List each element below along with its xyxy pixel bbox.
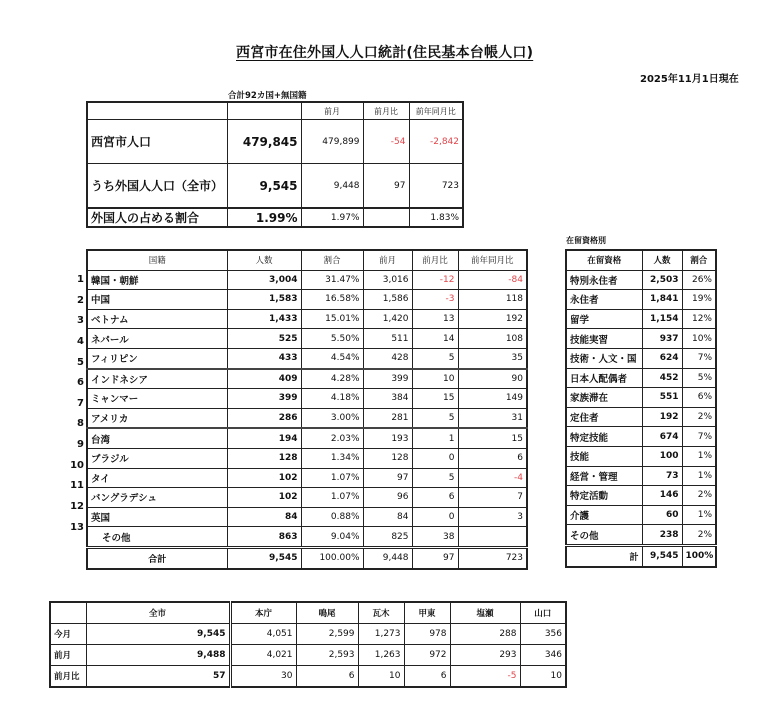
prev-month: 1,420: [363, 309, 412, 329]
district-value: 1,273: [358, 624, 404, 645]
status-row: [566, 348, 716, 368]
summary-label: うち外国人人口（全市）: [87, 164, 227, 209]
prev-month: 96: [363, 488, 412, 508]
status-count: 551: [642, 388, 682, 408]
district-value: 346: [520, 645, 566, 666]
rank-number: 13: [70, 521, 84, 533]
prev-month: 428: [363, 348, 412, 368]
summary-label: 外国人の占める割合: [87, 208, 227, 227]
col-header-mom: 前月比: [412, 250, 458, 270]
count: 3,004: [227, 270, 301, 290]
status-name: 技能: [566, 446, 642, 466]
status-count: 674: [642, 427, 682, 447]
summary-header-current: [227, 102, 301, 120]
country-name: 韓国・朝鮮: [87, 270, 227, 290]
status-name: 特定活動: [566, 486, 642, 506]
col-header-share: 割合: [301, 250, 363, 270]
district-row: [50, 624, 566, 645]
summary-label: 西宮市人口: [87, 120, 227, 164]
rank-number: 4: [77, 335, 84, 347]
status-name: 技能実習: [566, 329, 642, 349]
nationality-row: [87, 527, 527, 548]
status-name: 特定技能: [566, 427, 642, 447]
status-share: 10%: [682, 329, 716, 349]
prev-month: 128: [363, 448, 412, 468]
status-count: 73: [642, 466, 682, 486]
district-value: 30: [230, 666, 296, 688]
country-name: フィリピン: [87, 348, 227, 368]
nationality-row: [87, 468, 527, 488]
summary-mom: 97: [363, 164, 409, 209]
yoy-change: -84: [458, 270, 527, 290]
mom-change: 0: [412, 448, 458, 468]
page-title: 西宮市在住外国人人口統計(住民基本台帳人口): [236, 45, 534, 61]
mom-change: 5: [412, 408, 458, 428]
count: 433: [227, 348, 301, 368]
status-share: 19%: [682, 290, 716, 310]
country-name: その他: [87, 527, 227, 548]
total-yoy: 723: [458, 547, 527, 568]
count: 1,433: [227, 309, 301, 329]
yoy-change: -4: [458, 468, 527, 488]
yoy-change: 15: [458, 428, 527, 448]
yoy-change: 6: [458, 448, 527, 468]
residence-status-table: [565, 249, 717, 568]
status-name: その他: [566, 525, 642, 546]
mom-change: 6: [412, 488, 458, 508]
yoy-change: 35: [458, 348, 527, 368]
summary-header-label: [87, 102, 227, 120]
rank-number: 11: [70, 480, 84, 492]
summary-mom: [363, 208, 409, 227]
yoy-change: 7: [458, 488, 527, 508]
total-prev: 9,448: [363, 547, 412, 568]
col-header-nationality: 国籍: [87, 250, 227, 270]
status-name: 定住者: [566, 407, 642, 427]
nationality-row: [87, 309, 527, 329]
mom-change: -3: [412, 290, 458, 310]
district-value: 4,021: [230, 645, 296, 666]
status-share: 12%: [682, 309, 716, 329]
status-count: 60: [642, 505, 682, 525]
count: 102: [227, 468, 301, 488]
district-value: 4,051: [230, 624, 296, 645]
country-name: ブラジル: [87, 448, 227, 468]
status-name: 経営・管理: [566, 466, 642, 486]
district-header-naruo: 鳴尾: [296, 602, 358, 624]
col-header-count: 人数: [642, 250, 682, 270]
status-row: [566, 407, 716, 427]
share: 15.01%: [301, 309, 363, 329]
summary-yoy: 723: [409, 164, 463, 209]
district-value: 6: [296, 666, 358, 688]
prev-month: 399: [363, 369, 412, 389]
summary-yoy: -2,842: [409, 120, 463, 164]
nationality-row: [87, 428, 527, 448]
status-row: [566, 290, 716, 310]
district-row: [50, 645, 566, 666]
nationality-row: [87, 507, 527, 527]
prev-month: 281: [363, 408, 412, 428]
country-name: 中国: [87, 290, 227, 310]
yoy-change: 149: [458, 389, 527, 409]
rank-number: 3: [77, 315, 84, 327]
status-header-row: [566, 250, 716, 270]
country-name: 台湾: [87, 428, 227, 448]
nationality-row: [87, 329, 527, 349]
count: 399: [227, 389, 301, 409]
summary-header-mom: 前月比: [363, 102, 409, 120]
summary-prev-month: 1.97%: [301, 208, 363, 227]
rank-number: 2: [77, 294, 84, 306]
summary-current: 1.99%: [227, 208, 301, 227]
rank-number: 7: [77, 397, 84, 409]
nationality-row: [87, 270, 527, 290]
summary-prev-month: 9,448: [301, 164, 363, 209]
status-row: [566, 309, 716, 329]
yoy-change: 118: [458, 290, 527, 310]
district-value: 972: [404, 645, 450, 666]
total-count: 9,545: [227, 547, 301, 568]
status-total-label: 計: [566, 545, 642, 566]
rank-number: 8: [77, 418, 84, 430]
summary-prev-month: 479,899: [301, 120, 363, 164]
prev-month: 3,016: [363, 270, 412, 290]
country-name: タイ: [87, 468, 227, 488]
col-header-status: 在留資格: [566, 250, 642, 270]
yoy-change: 90: [458, 369, 527, 389]
status-row: [566, 505, 716, 525]
yoy-change: 31: [458, 408, 527, 428]
nationality-row: [87, 389, 527, 409]
count: 525: [227, 329, 301, 349]
country-name: アメリカ: [87, 408, 227, 428]
status-share: 1%: [682, 505, 716, 525]
status-name: 技術・人文・国: [566, 348, 642, 368]
district-header-city: 全市: [86, 602, 230, 624]
rank-number: 5: [77, 356, 84, 368]
share: 2.03%: [301, 428, 363, 448]
nationality-row: [87, 348, 527, 368]
count: 409: [227, 369, 301, 389]
district-value: 2,593: [296, 645, 358, 666]
status-share: 2%: [682, 486, 716, 506]
district-header-koto: 甲東: [404, 602, 450, 624]
status-share: 6%: [682, 388, 716, 408]
status-share: 1%: [682, 466, 716, 486]
mom-change: 14: [412, 329, 458, 349]
district-header-blank: [50, 602, 86, 624]
status-share: 5%: [682, 368, 716, 388]
country-name: 英国: [87, 507, 227, 527]
prev-month: 384: [363, 389, 412, 409]
district-value: 356: [520, 624, 566, 645]
mom-change: -12: [412, 270, 458, 290]
status-row: [566, 329, 716, 349]
share: 31.47%: [301, 270, 363, 290]
status-row: [566, 388, 716, 408]
share: 4.28%: [301, 369, 363, 389]
status-count: 192: [642, 407, 682, 427]
status-share: 2%: [682, 525, 716, 546]
status-name: 介護: [566, 505, 642, 525]
district-header-yamaguchi: 山口: [520, 602, 566, 624]
status-count: 2,503: [642, 270, 682, 290]
prev-month: 825: [363, 527, 412, 548]
status-share: 1%: [682, 446, 716, 466]
district-city-value: 57: [86, 666, 230, 688]
district-value: 978: [404, 624, 450, 645]
yoy-change: 3: [458, 507, 527, 527]
prev-month: 193: [363, 428, 412, 448]
status-share: 2%: [682, 407, 716, 427]
status-row: [566, 270, 716, 290]
country-name: ミャンマー: [87, 389, 227, 409]
summary-row-foreign-population: [87, 164, 463, 209]
share: 16.58%: [301, 290, 363, 310]
status-name: 留学: [566, 309, 642, 329]
share: 1.07%: [301, 468, 363, 488]
district-row-label: 前月: [50, 645, 86, 666]
status-row: [566, 466, 716, 486]
country-count-note: 合計92カ国+無国籍: [228, 91, 307, 101]
status-count: 624: [642, 348, 682, 368]
prev-month: 97: [363, 468, 412, 488]
status-share: 26%: [682, 270, 716, 290]
mom-change: 10: [412, 369, 458, 389]
col-header-prev: 前月: [363, 250, 412, 270]
district-value: 1,263: [358, 645, 404, 666]
nationality-row: [87, 408, 527, 428]
rank-number: [66, 538, 84, 559]
status-name: 日本人配偶者: [566, 368, 642, 388]
summary-header-row: [87, 102, 463, 120]
status-row: [566, 486, 716, 506]
status-row: [566, 368, 716, 388]
status-row: [566, 427, 716, 447]
count: 863: [227, 527, 301, 548]
district-header-honcho: 本庁: [230, 602, 296, 624]
mom-change: 13: [412, 309, 458, 329]
nationality-header-row: [87, 250, 527, 270]
count: 102: [227, 488, 301, 508]
summary-header-yoy: 前年同月比: [409, 102, 463, 120]
status-name: 家族滞在: [566, 388, 642, 408]
prev-month: 84: [363, 507, 412, 527]
district-value: 6: [404, 666, 450, 688]
status-count: 1,841: [642, 290, 682, 310]
status-share: 7%: [682, 348, 716, 368]
yoy-change: 192: [458, 309, 527, 329]
status-count: 238: [642, 525, 682, 546]
district-city-value: 9,545: [86, 624, 230, 645]
share: 1.34%: [301, 448, 363, 468]
status-count: 146: [642, 486, 682, 506]
district-city-value: 9,488: [86, 645, 230, 666]
total-share: 100.00%: [301, 547, 363, 568]
as-of-date: 2025年11月1日現在: [640, 74, 739, 85]
district-value: 293: [450, 645, 520, 666]
mom-change: 38: [412, 527, 458, 548]
status-total-share: 100%: [682, 545, 716, 566]
count: 128: [227, 448, 301, 468]
nationality-row: [87, 369, 527, 389]
count: 1,583: [227, 290, 301, 310]
summary-table: [86, 101, 464, 228]
district-value: 10: [358, 666, 404, 688]
share: 1.07%: [301, 488, 363, 508]
country-name: ベトナム: [87, 309, 227, 329]
district-value: 288: [450, 624, 520, 645]
col-header-yoy: 前年同月比: [458, 250, 527, 270]
summary-mom: -54: [363, 120, 409, 164]
rank-number: 12: [70, 501, 84, 513]
share: 4.18%: [301, 389, 363, 409]
mom-change: 5: [412, 468, 458, 488]
yoy-change: [458, 527, 527, 548]
mom-change: 15: [412, 389, 458, 409]
yoy-change: 108: [458, 329, 527, 349]
rank-number: 10: [70, 459, 84, 471]
count: 84: [227, 507, 301, 527]
country-name: インドネシア: [87, 369, 227, 389]
share: 4.54%: [301, 348, 363, 368]
district-value: -5: [450, 666, 520, 688]
nationality-table: [86, 249, 528, 570]
summary-yoy: 1.83%: [409, 208, 463, 227]
summary-current: 9,545: [227, 164, 301, 209]
district-row: [50, 666, 566, 688]
nationality-row: [87, 290, 527, 310]
mom-change: 0: [412, 507, 458, 527]
mom-change: 5: [412, 348, 458, 368]
status-name: 永住者: [566, 290, 642, 310]
status-share: 7%: [682, 427, 716, 447]
summary-row-foreign-ratio: [87, 208, 463, 227]
mom-change: 1: [412, 428, 458, 448]
district-table: [49, 601, 567, 688]
status-name: 特別永住者: [566, 270, 642, 290]
share: 5.50%: [301, 329, 363, 349]
rank-number: 6: [77, 377, 84, 389]
share: 0.88%: [301, 507, 363, 527]
nationality-row: [87, 448, 527, 468]
status-count: 1,154: [642, 309, 682, 329]
country-name: ネパール: [87, 329, 227, 349]
status-count: 100: [642, 446, 682, 466]
district-header-shiose: 塩瀬: [450, 602, 520, 624]
count: 286: [227, 408, 301, 428]
district-row-label: 前月比: [50, 666, 86, 688]
nationality-row: [87, 488, 527, 508]
status-row: [566, 446, 716, 466]
count: 194: [227, 428, 301, 448]
district-value: 10: [520, 666, 566, 688]
rank-number: 1: [77, 274, 84, 285]
residence-status-caption: 在留資格別: [566, 236, 606, 245]
col-header-share: 割合: [682, 250, 716, 270]
nationality-total-row: [87, 547, 527, 568]
share: 9.04%: [301, 527, 363, 548]
prev-month: 511: [363, 329, 412, 349]
district-header-kawaragi: 瓦木: [358, 602, 404, 624]
status-row: [566, 525, 716, 546]
summary-current: 479,845: [227, 120, 301, 164]
total-label: 合計: [87, 547, 227, 568]
summary-row-city-population: [87, 120, 463, 164]
col-header-count: 人数: [227, 250, 301, 270]
district-header-row: [50, 602, 566, 624]
prev-month: 1,586: [363, 290, 412, 310]
status-total-count: 9,545: [642, 545, 682, 566]
status-count: 937: [642, 329, 682, 349]
share: 3.00%: [301, 408, 363, 428]
status-total-row: [566, 545, 716, 566]
summary-header-prev-month: 前月: [301, 102, 363, 120]
status-count: 452: [642, 368, 682, 388]
rank-number: 9: [77, 439, 84, 451]
total-mom: 97: [412, 547, 458, 568]
district-row-label: 今月: [50, 624, 86, 645]
rank-column: [66, 270, 84, 559]
district-value: 2,599: [296, 624, 358, 645]
country-name: バングラデシュ: [87, 488, 227, 508]
